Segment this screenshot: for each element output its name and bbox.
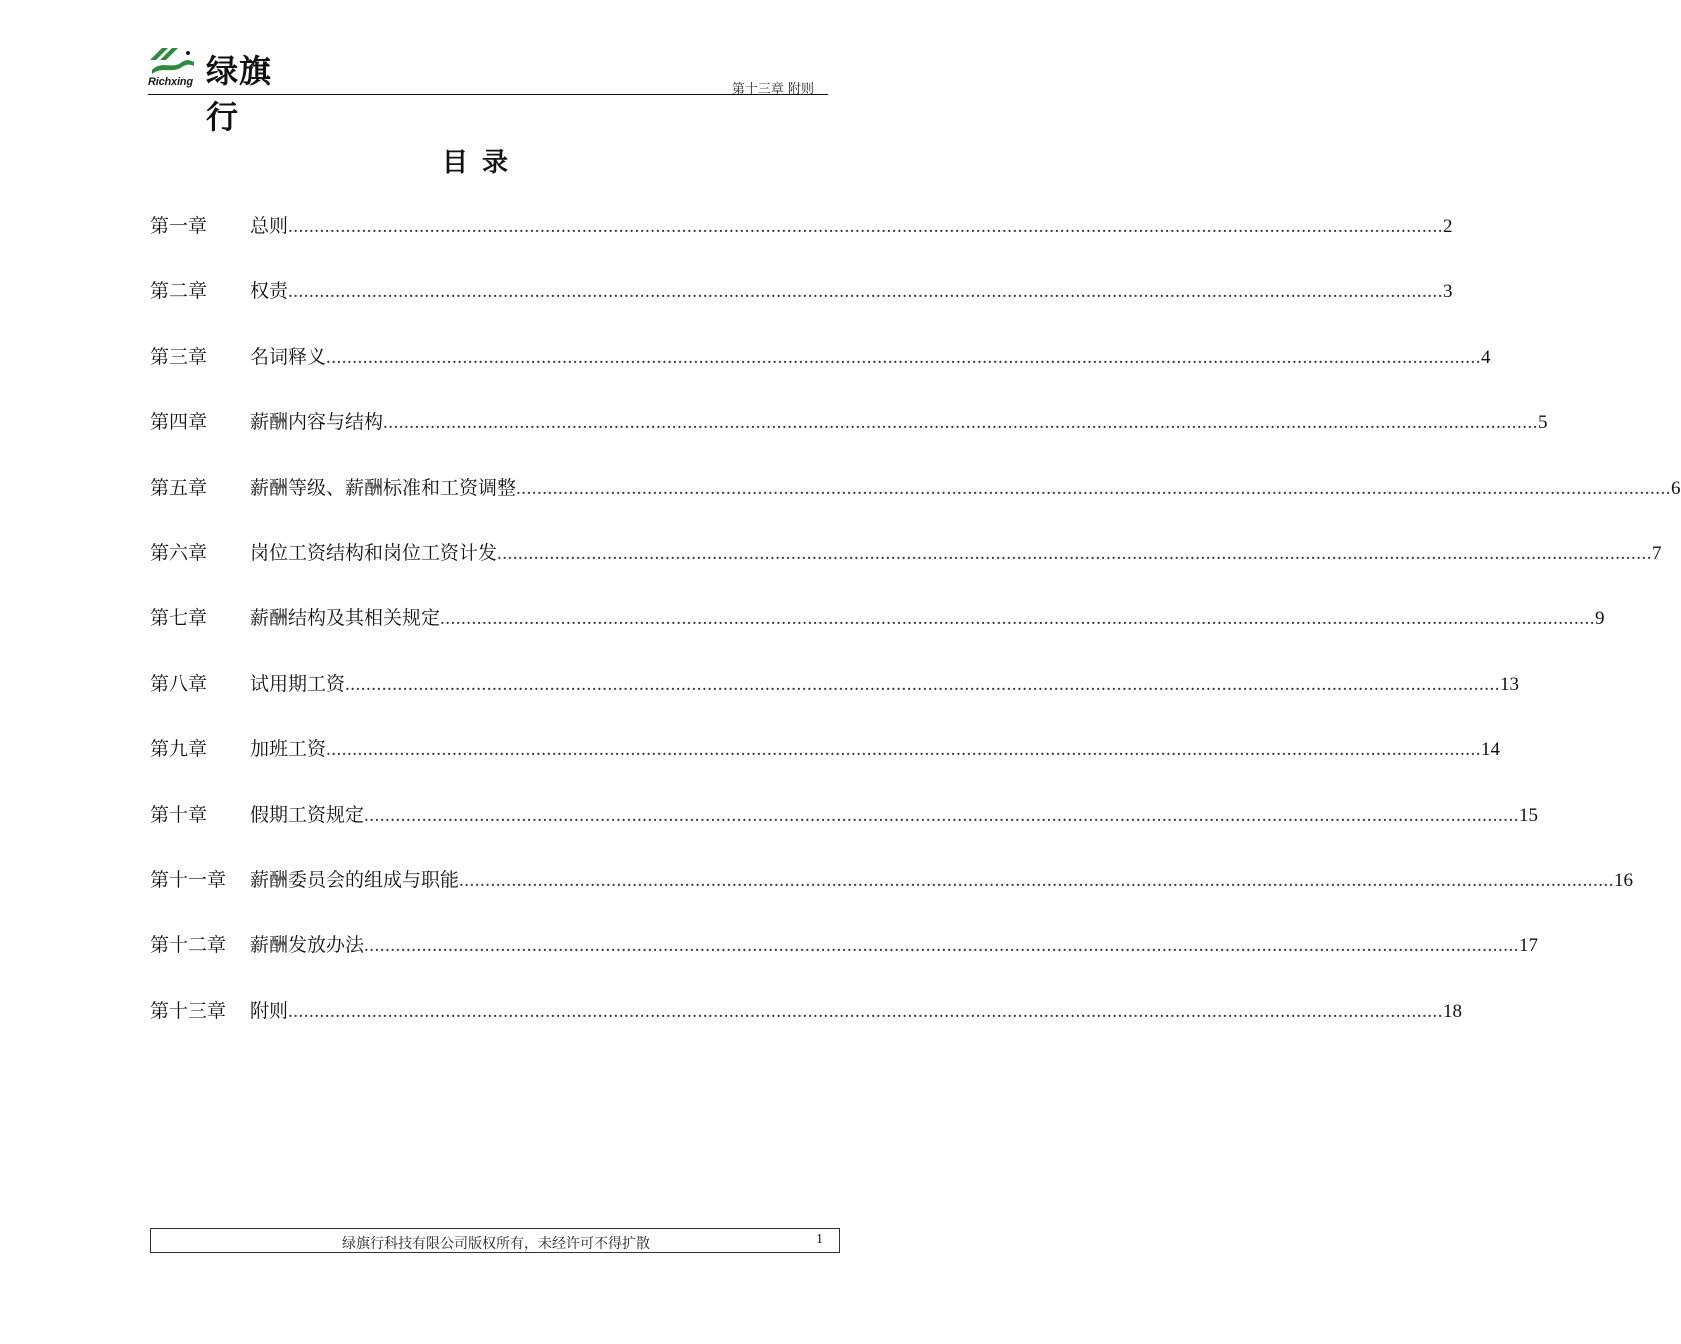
toc-entry-title: 名词释义: [250, 345, 327, 368]
toc-dot-leader: ............................................................................................................................................................................................................................: [459, 869, 1615, 891]
toc-entry-title: 薪酬等级、薪酬标准和工资调整: [250, 476, 517, 499]
toc-chapter-label: 第十三章: [150, 999, 227, 1022]
toc-page-number: 16: [1614, 869, 1634, 891]
toc-dot-leader: ............................................................................................................................................................................................................................: [288, 1000, 1444, 1022]
company-logo: [148, 40, 300, 136]
logo-waves-icon: [148, 44, 196, 74]
toc-dot-leader: ............................................................................................................................................................................................................................: [326, 346, 1482, 368]
logo-english-text: Richxing: [148, 76, 193, 88]
header-divider: [148, 94, 828, 95]
toc-chapter-label: 第二章: [150, 280, 208, 303]
toc-chapter-label: 第十二章: [150, 934, 227, 957]
toc-chapter-label: 第七章: [150, 607, 208, 630]
page-number: 1: [816, 1232, 823, 1247]
toc-page-number: 14: [1481, 739, 1501, 761]
toc-chapter-label: 第六章: [150, 541, 208, 564]
toc-entry[interactable]: [150, 402, 1548, 467]
footer: [150, 1228, 840, 1253]
toc-chapter-label: 第四章: [150, 411, 208, 434]
toc-entry[interactable]: [150, 533, 1662, 598]
toc-dot-leader: ............................................................................................................................................................................................................................: [364, 935, 1520, 957]
toc-entry[interactable]: [150, 271, 1453, 336]
toc-chapter-label: 第十一章: [150, 868, 227, 891]
toc-entry-title: 总则: [250, 215, 289, 237]
toc-page-number: 2: [1443, 216, 1453, 237]
footer-copyright: 绿旗行科技有限公司版权所有，未经许可不得扩散: [342, 1236, 650, 1252]
toc-entry-title: 岗位工资结构和岗位工资计发: [250, 541, 498, 564]
toc-page-number: 17: [1519, 935, 1539, 957]
toc-entry-title: 薪酬发放办法: [250, 934, 365, 957]
toc-entry-title: 附则: [250, 999, 289, 1022]
toc-entry[interactable]: [150, 795, 1539, 860]
toc-page-number: 7: [1652, 542, 1662, 564]
toc-entry[interactable]: [150, 991, 1463, 1056]
toc-dot-leader: ............................................................................................................................................................................................................................: [516, 477, 1672, 499]
toc-entry-title: 加班工资: [250, 738, 327, 761]
toc-entry[interactable]: [150, 860, 1634, 925]
toc-page-number: 4: [1481, 346, 1491, 368]
toc-entry[interactable]: [150, 729, 1501, 794]
toc-entry[interactable]: [150, 337, 1491, 402]
table-of-contents: [150, 206, 1681, 1056]
toc-title: 目录: [441, 148, 522, 178]
toc-chapter-label: 第五章: [150, 476, 208, 499]
toc-entry[interactable]: [150, 206, 1453, 271]
toc-chapter-label: 第八章: [150, 672, 208, 695]
toc-page-number: 15: [1519, 804, 1539, 826]
toc-dot-leader: ............................................................................................................................................................................................................................: [497, 542, 1653, 564]
running-header-chapter: 第十三章 附则: [731, 82, 814, 97]
toc-dot-leader: ............................................................................................................................................................................................................................: [288, 216, 1444, 237]
toc-page-number: 18: [1443, 1000, 1463, 1022]
toc-entry[interactable]: [150, 664, 1520, 729]
toc-page-number: 13: [1500, 673, 1520, 695]
toc-dot-leader: ............................................................................................................................................................................................................................: [364, 804, 1520, 826]
toc-entry-title: 试用期工资: [250, 672, 346, 695]
toc-chapter-label: 第九章: [150, 738, 208, 761]
toc-chapter-label: 第三章: [150, 345, 208, 368]
toc-page-number: 5: [1538, 412, 1548, 434]
toc-entry[interactable]: [150, 925, 1539, 990]
toc-entry-title: 薪酬委员会的组成与职能: [250, 868, 460, 891]
toc-entry-title: 权责: [250, 280, 289, 303]
toc-entry-title: 薪酬结构及其相关规定: [250, 607, 441, 630]
toc-dot-leader: ............................................................................................................................................................................................................................: [345, 673, 1501, 695]
toc-dot-leader: ............................................................................................................................................................................................................................: [440, 608, 1596, 630]
logo-chinese-text: 绿旗行: [206, 52, 273, 136]
toc-dot-leader: ............................................................................................................................................................................................................................: [288, 281, 1444, 303]
toc-dot-leader: ............................................................................................................................................................................................................................: [383, 412, 1539, 434]
toc-entry[interactable]: [150, 598, 1605, 663]
toc-page-number: 9: [1595, 608, 1605, 630]
toc-page-number: 3: [1443, 281, 1453, 303]
toc-chapter-label: 第十章: [150, 803, 208, 826]
toc-page-number: 6: [1671, 477, 1681, 499]
toc-chapter-label: 第一章: [150, 215, 208, 237]
toc-entry[interactable]: [150, 468, 1681, 533]
toc-entry-title: 薪酬内容与结构: [250, 411, 384, 434]
toc-entry-title: 假期工资规定: [250, 803, 365, 826]
toc-dot-leader: ............................................................................................................................................................................................................................: [326, 739, 1482, 761]
